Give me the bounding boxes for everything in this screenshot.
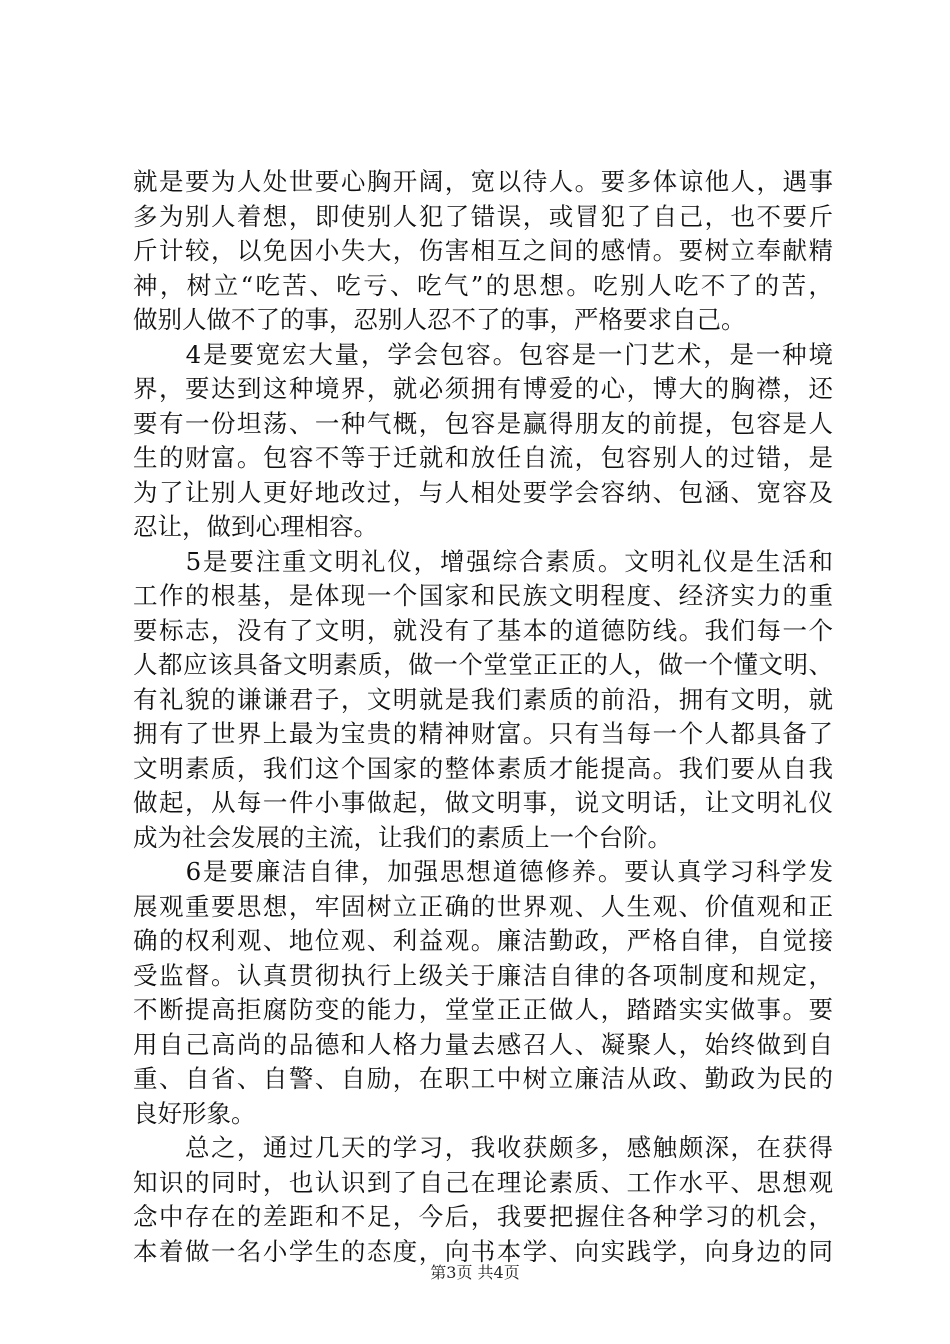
text-line: 做起，从每一件小事做起，做文明事，说文明话，让文明礼仪 (133, 788, 833, 817)
text-line: 斤计较，以免因小失大，伤害相互之间的感情。要树立奉献精 (133, 236, 833, 265)
text-line: 就是要为人处世要心胸开阔，宽以待人。要多体谅他人，遇事 (133, 167, 833, 196)
text-line: 生的财富。包容不等于迁就和放任自流，包容别人的过错，是 (133, 443, 833, 472)
text-line: 不断提高拒腐防变的能力，堂堂正正做人，踏踏实实做事。要 (133, 995, 833, 1024)
text-line: 做别人做不了的事，忍别人忍不了的事，严格要求自己。 (133, 305, 746, 334)
text-line: 重、自省、自警、自励，在职工中树立廉洁从政、勤政为民的 (133, 1064, 833, 1093)
text-line: 良好形象。 (133, 1098, 256, 1128)
text-line: 用自己高尚的品德和人格力量去感召人、凝聚人，始终做到自 (133, 1029, 833, 1059)
text-line: 要标志，没有了文明，就没有了基本的道德防线。我们每一个 (133, 615, 833, 645)
text-line: 总之，通过几天的学习，我收获颇多，感触颇深，在获得 (133, 1133, 833, 1162)
text-line: 为了让别人更好地改过，与人相处要学会容纳、包涵、宽容及 (133, 477, 833, 507)
text-line: 本着做一名小学生的态度，向书本学、向实践学，向身边的同 (133, 1236, 833, 1266)
text-line: 界，要达到这种境界，就必须拥有博爱的心，博大的胸襟，还 (133, 374, 833, 403)
text-line: 多为别人着想，即使别人犯了错误，或冒犯了自己，也不要斤 (133, 201, 833, 231)
text-line: 文明素质，我们这个国家的整体素质才能提高。我们要从自我 (133, 753, 833, 783)
text-line: 工作的根基，是体现一个国家和民族文明程度、经济实力的重 (133, 581, 833, 610)
document-body (133, 165, 833, 1269)
text-line: 确的权利观、地位观、利益观。廉洁勤政，严格自律，自觉接 (133, 926, 833, 955)
text-line: 知识的同时，也认识到了自己在理论素质、工作水平、思想观 (133, 1167, 833, 1197)
text-line: 神，树立“吃苦、吃亏、吃气”的思想。吃别人吃不了的苦， (133, 270, 833, 300)
text-line: 6是要廉洁自律，加强思想道德修养。要认真学习科学发 (133, 857, 833, 886)
text-line: 要有一份坦荡、一种气概，包容是赢得朋友的前提，包容是人 (133, 408, 833, 438)
text-line: 成为社会发展的主流，让我们的素质上一个台阶。 (133, 822, 672, 852)
text-line: 拥有了世界上最为宝贵的精神财富。只有当每一个人都具备了 (133, 719, 833, 748)
text-line: 有礼貌的谦谦君子，文明就是我们素质的前沿，拥有文明，就 (133, 684, 833, 714)
text-line: 展观重要思想，牢固树立正确的世界观、人生观、价值观和正 (133, 891, 833, 921)
page-number-footer: 第3页 共4页 (430, 1263, 520, 1282)
text-line: 受监督。认真贯彻执行上级关于廉洁自律的各项制度和规定， (133, 960, 833, 990)
text-line: 4是要宽宏大量，学会包容。包容是一门艺术，是一种境 (133, 339, 833, 369)
text-line: 忍让，做到心理相容。 (133, 512, 378, 541)
text-line: 念中存在的差距和不足，今后，我要把握住各种学习的机会， (133, 1202, 833, 1231)
text-line: 5是要注重文明礼仪，增强综合素质。文明礼仪是生活和 (133, 546, 833, 576)
text-line: 人都应该具备文明素质，做一个堂堂正正的人，做一个懂文明、 (133, 650, 833, 679)
